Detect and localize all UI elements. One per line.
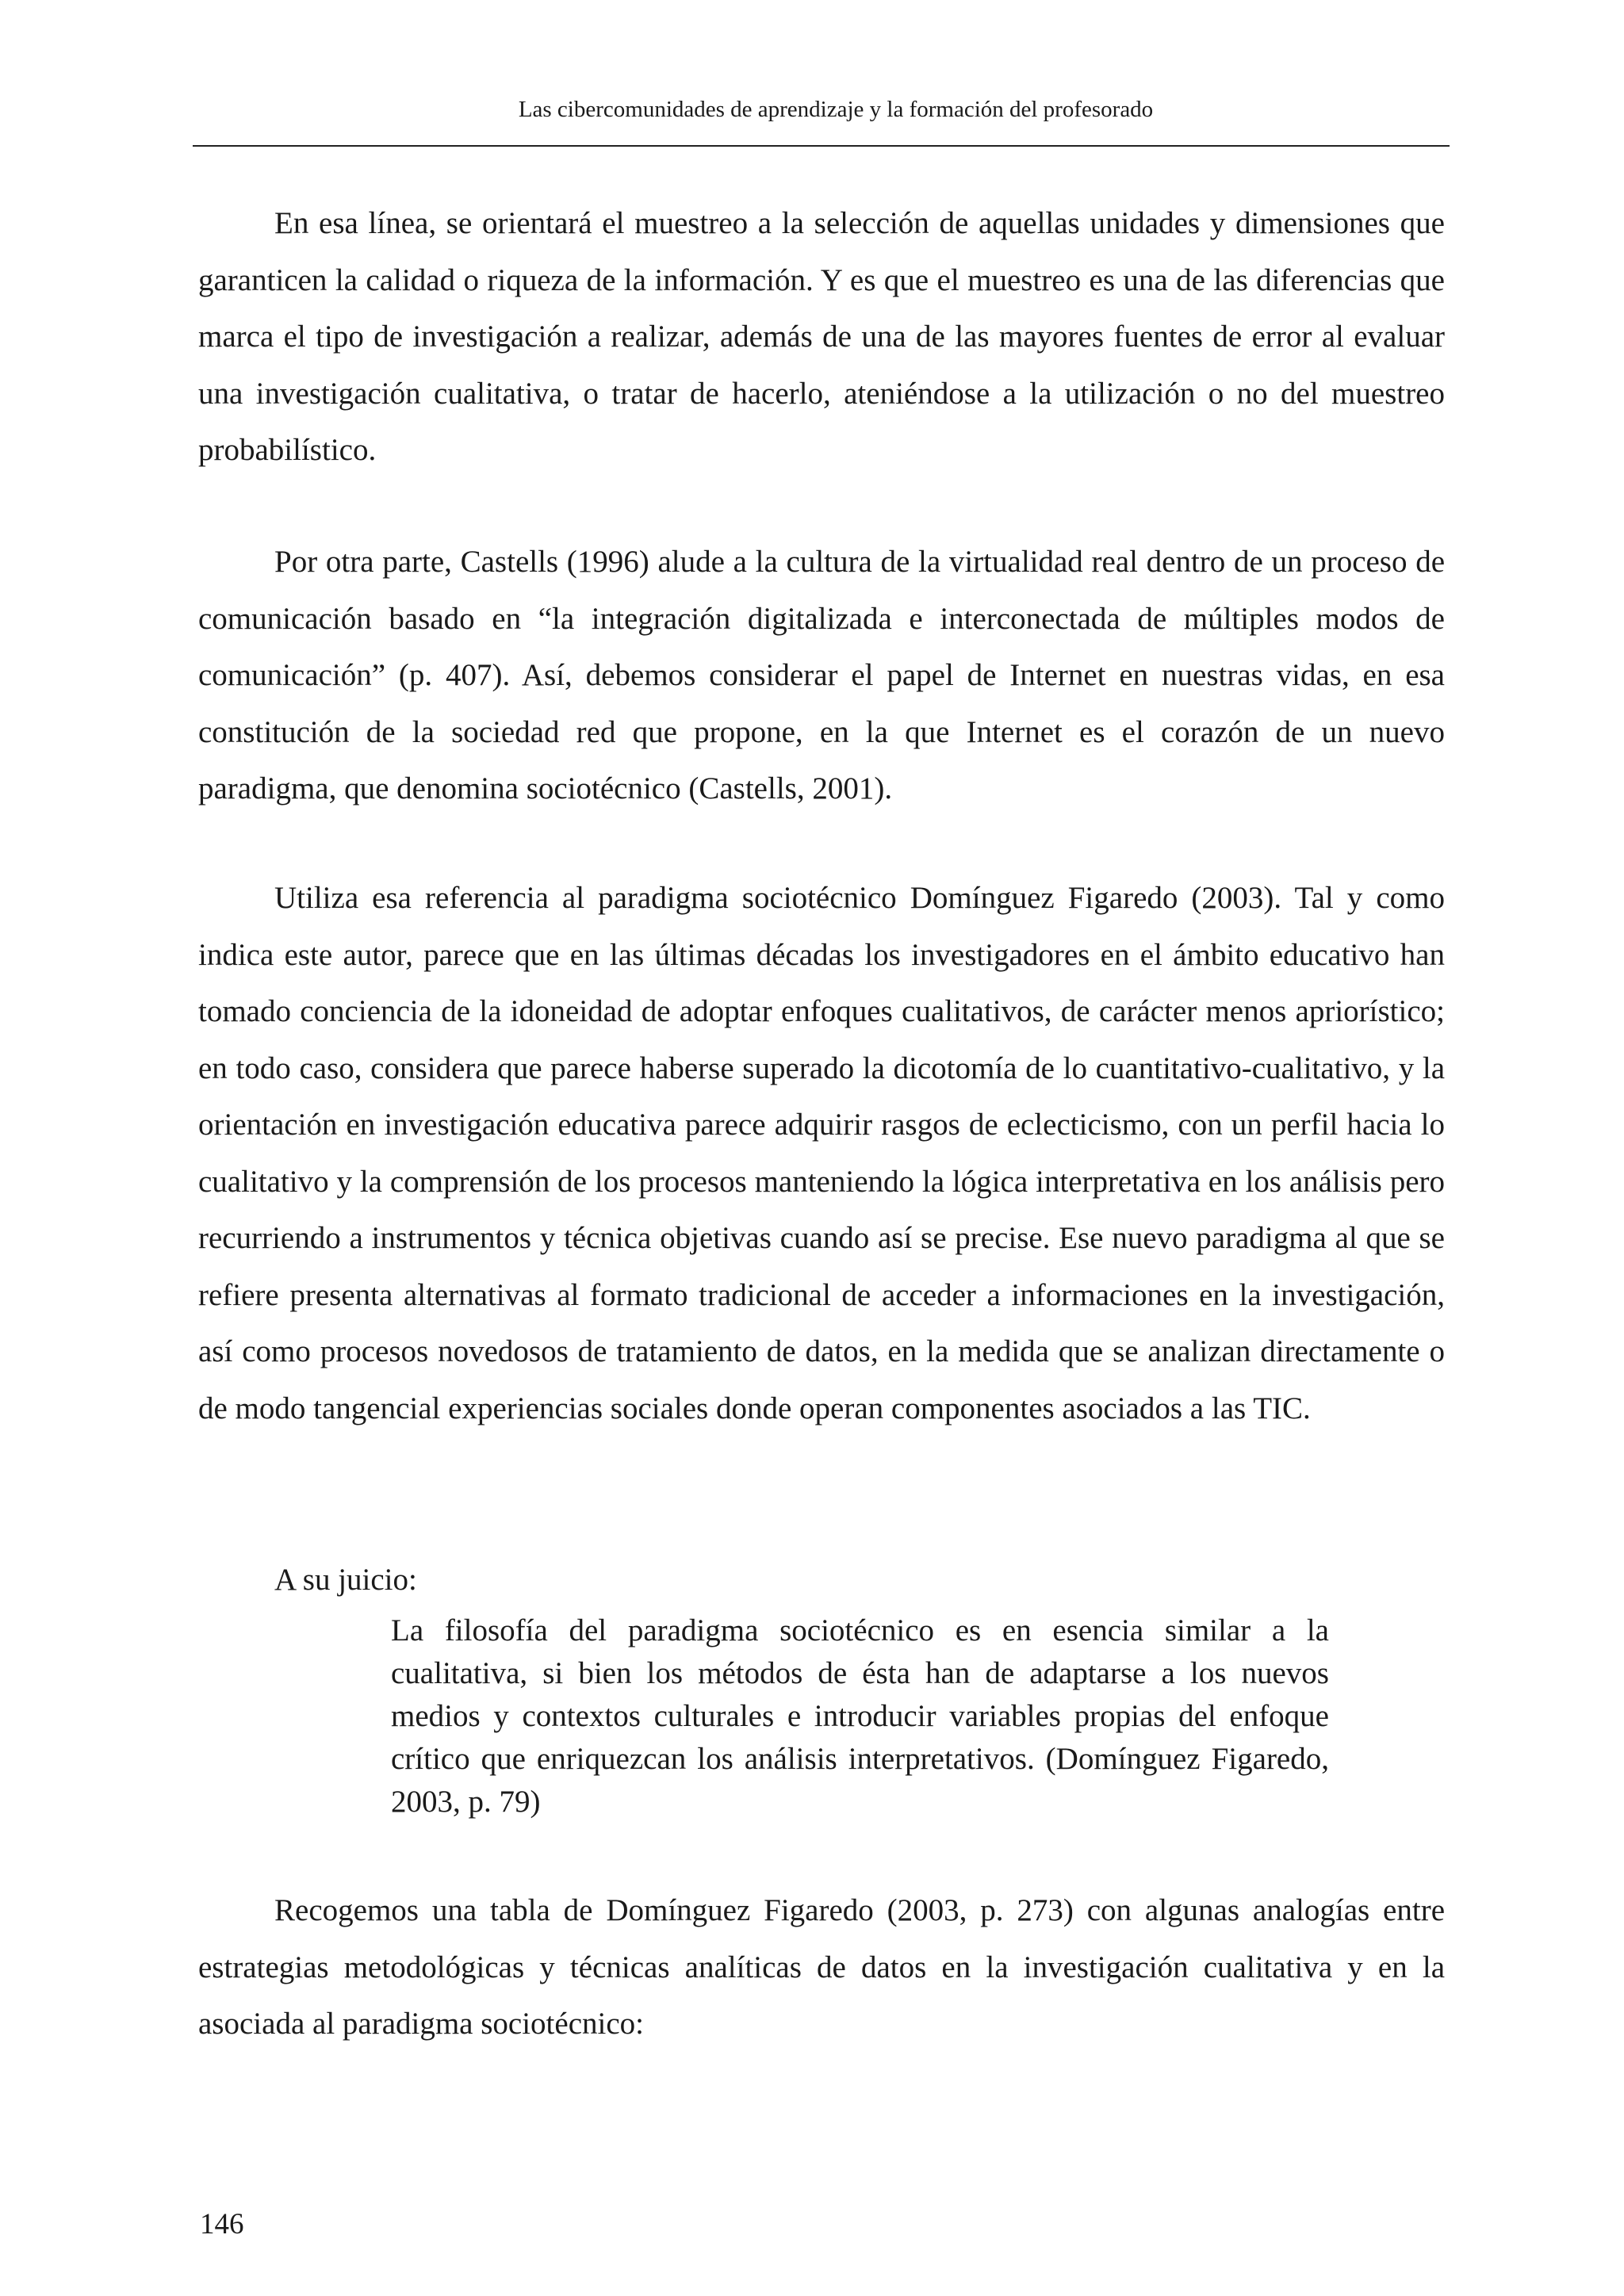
header-rule	[193, 145, 1450, 147]
block-quote: La filosofía del paradigma sociotécnico es en esencia similar a la cualitativa, si bien los métodos de ésta han de adaptarse a los nuevos medios y contextos culturales e introducir variables propias del enfoque crítico que enriquezcan los análisis interpretativos. (Domínguez Figaredo, 2003, p. 79)	[391, 1613, 1329, 1819]
paragraph-paradigma-sociotecnico: Utiliza esa referencia al paradigma sociotécnico Domínguez Figaredo (2003). Tal y como indica este autor, parece que en las últimas décadas los investigadores en el ámbito educativo han tomado conciencia de la idoneidad de adoptar enfoques cualitativos, de carácter menos apriorístico; en todo caso, considera que parece haberse superado la dicotomía de lo cuantitativo-cualitativo, y la orientación en investigación educativa parece adquirir rasgos de eclecticismo, con un perfil hacia lo cualitativo y la comprensión de los procesos manteniendo la lógica interpretativa en los análisis pero recurriendo a instrumentos y técnica objetivas cuando así se precise. Ese nuevo paradigma al que se refiere presenta alternativas al formato tradicional de acceder a informaciones en la investigación, así como procesos novedosos de tratamiento de datos, en la medida que se analizan directamente o de modo tangencial experiencias sociales donde operan componentes asociados a las TIC.	[198, 881, 1445, 1425]
paragraph-castells: Por otra parte, Castells (1996) alude a la cultura de la virtualidad real dentro de un proceso de comunicación basado en “la integración digitalizada e interconectada de múltiples modos de comunicación” (p. 407). Así, debemos considerar el papel de Internet en nuestras vidas, en esa constitución de la sociedad red que propone, en la que Internet es el corazón de un nuevo paradigma, que denomina sociotécnico (Castells, 2001).	[198, 545, 1445, 806]
page-number: 146	[200, 2208, 244, 2241]
paragraph-tabla-intro: Recogemos una tabla de Domínguez Figaredo (2003, p. 273) con algunas analogías entre estrategias metodológicas y técnicas analíticas de datos en la investigación cualitativa y en la asociada al paradigma sociotécnico:	[198, 1893, 1445, 2041]
paragraph-muestreo: En esa línea, se orientará el muestreo a la selección de aquellas unidades y dimensiones que garanticen la calidad o riqueza de la información. Y es que el muestreo es una de las diferencias que marca el tipo de investigación a realizar, además de una de las mayores fuentes de error al evaluar una investigación cualitativa, o tratar de hacerlo, ateniéndose a la utilización o no del muestreo probabilístico.	[198, 206, 1445, 467]
quote-lead-in: A su juicio:	[274, 1563, 417, 1597]
running-header: Las cibercomunidades de aprendizaje y la formación del profesorado	[518, 97, 1154, 122]
